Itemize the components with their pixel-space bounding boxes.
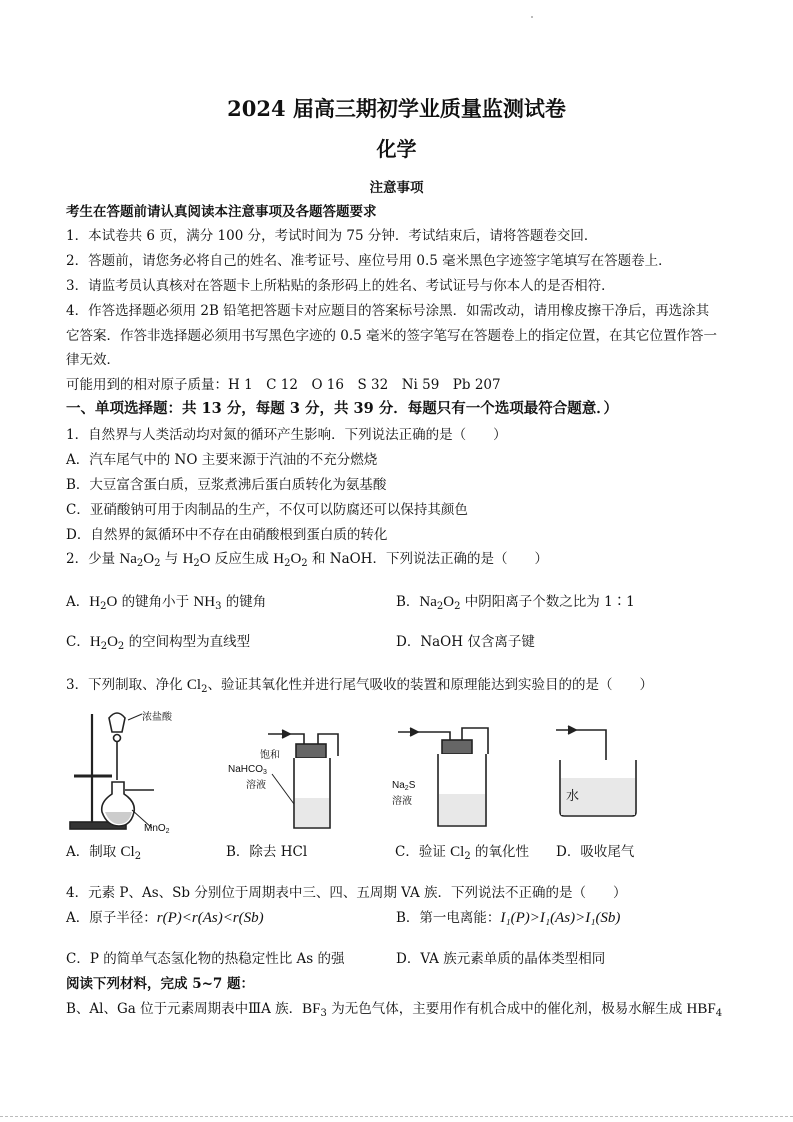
q1-option-b: B．大豆富含蛋白质，豆浆煮沸后蛋白质转化为氨基酸 (66, 477, 387, 493)
section-heading: 一、单项选择题：共 13 分，每题 3 分，共 39 分．每题只有一个选项最符合题意．） (66, 400, 618, 417)
q1-option-c: C．亚硝酸钠可用于肉制品的生产，不仅可以防腐还可以保持其颜色 (66, 502, 468, 518)
label-pointer (272, 774, 294, 804)
q1-option-a: A．汽车尾气中的 NO 主要来源于汽油的不充分燃烧 (66, 452, 378, 468)
q3-option-a: A．制取 $Cl_2$ (66, 844, 142, 862)
apparatus-a-figure (62, 708, 192, 833)
label-water: 水 (566, 788, 580, 803)
notice-item-3: 3．请监考员认真核对在答题卡上所粘贴的条形码上的姓名、考试证号与你本人的是否相符． (66, 278, 615, 294)
q2-option-a: A．$H_2O$ 的键角小于 $NH_3$ 的键角 (66, 594, 267, 612)
arrow-head (410, 728, 418, 736)
stopcock (114, 735, 121, 742)
q2-option-d: D．NaOH 仅含离子键 (396, 634, 535, 650)
q1-stem: 1．自然界与人类活动均对氮的循环产生影响．下列说法正确的是（ ） (66, 427, 507, 443)
apparatus-c-figure (390, 716, 500, 831)
reading-heading: 阅读下列材料，完成 5~7 题： (66, 976, 254, 992)
q4-option-c: C．P 的简单气态氢化物的热稳定性比 As 的强 (66, 951, 345, 967)
stopper (296, 744, 326, 758)
q2-option-c: C．$H_2O_2$ 的空间构型为直线型 (66, 634, 251, 652)
q3-stem: 3．下列制取、净化 $Cl_2$、验证其氧化性并进行尾气吸收的装置和原理能达到实验目的的是（ ） (66, 677, 653, 695)
exam-title: 2024 届高三期初学业质量监测试卷 (227, 96, 566, 121)
liquid (439, 794, 485, 825)
label-c-2: 溶液 (392, 796, 412, 807)
stopper (442, 740, 472, 754)
exam-subject: 化学 (376, 137, 417, 161)
label-c-1: $Na_2S$ (392, 780, 416, 792)
q4-option-b: B．第一电离能：I₁(P)>I₁(As)>I₁(Sb) (396, 910, 621, 926)
q3-option-c: C．验证 $Cl_2$ 的氧化性 (395, 844, 529, 862)
arrow-head (568, 726, 576, 734)
acid-pointer (128, 714, 142, 720)
notice-item-4: 4．作答选择题必须用 2B 铅笔把答题卡对应题目的答案标号涂黑．如需改动，请用橡皮擦干净后，再选涂其 (66, 303, 710, 319)
liquid (295, 798, 329, 827)
notice-item-4-end: 律无效． (66, 352, 120, 368)
label-b-2: NaHCO$_3$ (228, 764, 267, 776)
q3-option-b: B．除去 HCl (226, 844, 308, 860)
notice-item-4-cont: 它答案．作答非选择题必须用书写黑色字迹的 0.5 毫米的签字笔写在答题卷上的指定位置，在其它位置作答一 (66, 328, 718, 344)
q1-option-d: D．自然界的氮循环中不存在由硝酸根到蛋白质的转化 (66, 527, 388, 543)
q4-option-d: D．VA 族元素单质的晶体类型相同 (396, 951, 606, 967)
q3-option-d: D．吸收尾气 (556, 844, 635, 860)
q4-stem: 4．元素 P、As、Sb 分别位于周期表中三、四、五周期 VA 族．下列说法不正确的是（ ） (66, 885, 627, 901)
q2-stem: 2．少量 $Na_2O_2$ 与 $H_2O$ 反应生成 $H_2O_2$ 和 NaOH．下列说法正确的是（ ） (66, 551, 548, 569)
separatory-funnel (109, 713, 125, 732)
reading-text: B、Al、Ga 位于元素周期表中ⅢA 族．$BF_3$ 为无色气体，主要用作有机合成中的催化剂，极易水解生成 $HBF_4$ (66, 1001, 723, 1019)
label-b-3: 溶液 (246, 780, 266, 791)
label-acid: 浓盐酸 (142, 712, 172, 723)
label-b-1: 饱和 (260, 750, 280, 761)
atomic-masses: 可能用到的相对原子质量：H 1 C 12 O 16 S 32 Ni 59 Pb 207 (66, 377, 501, 393)
page-bottom-rule (0, 1116, 793, 1117)
apparatus-b-figure (222, 716, 352, 831)
notice-item-1: 1．本试卷共 6 页，满分 100 分，考试时间为 75 分钟．考试结束后，请将答题卷交回． (66, 228, 598, 244)
notice-intro: 考生在答题前请认真阅读本注意事项及各题答题要求 (66, 204, 377, 220)
q4-option-a: A．原子半径：r(P)<r(As)<r(Sb) (66, 910, 264, 926)
label-mno2: MnO$_2$ (144, 823, 170, 833)
apparatus-d-figure (550, 716, 645, 831)
page-speck (531, 16, 533, 18)
notice-heading: 注意事项 (369, 180, 424, 196)
notice-item-2: 2．答题前，请您务必将自己的姓名、准考证号、座位号用 0.5 毫米黑色字迹签字笔填写在答题卷上． (66, 253, 672, 269)
q2-option-b: B．$Na_2O_2$ 中阴阳离子个数之比为 1∶1 (396, 594, 635, 612)
